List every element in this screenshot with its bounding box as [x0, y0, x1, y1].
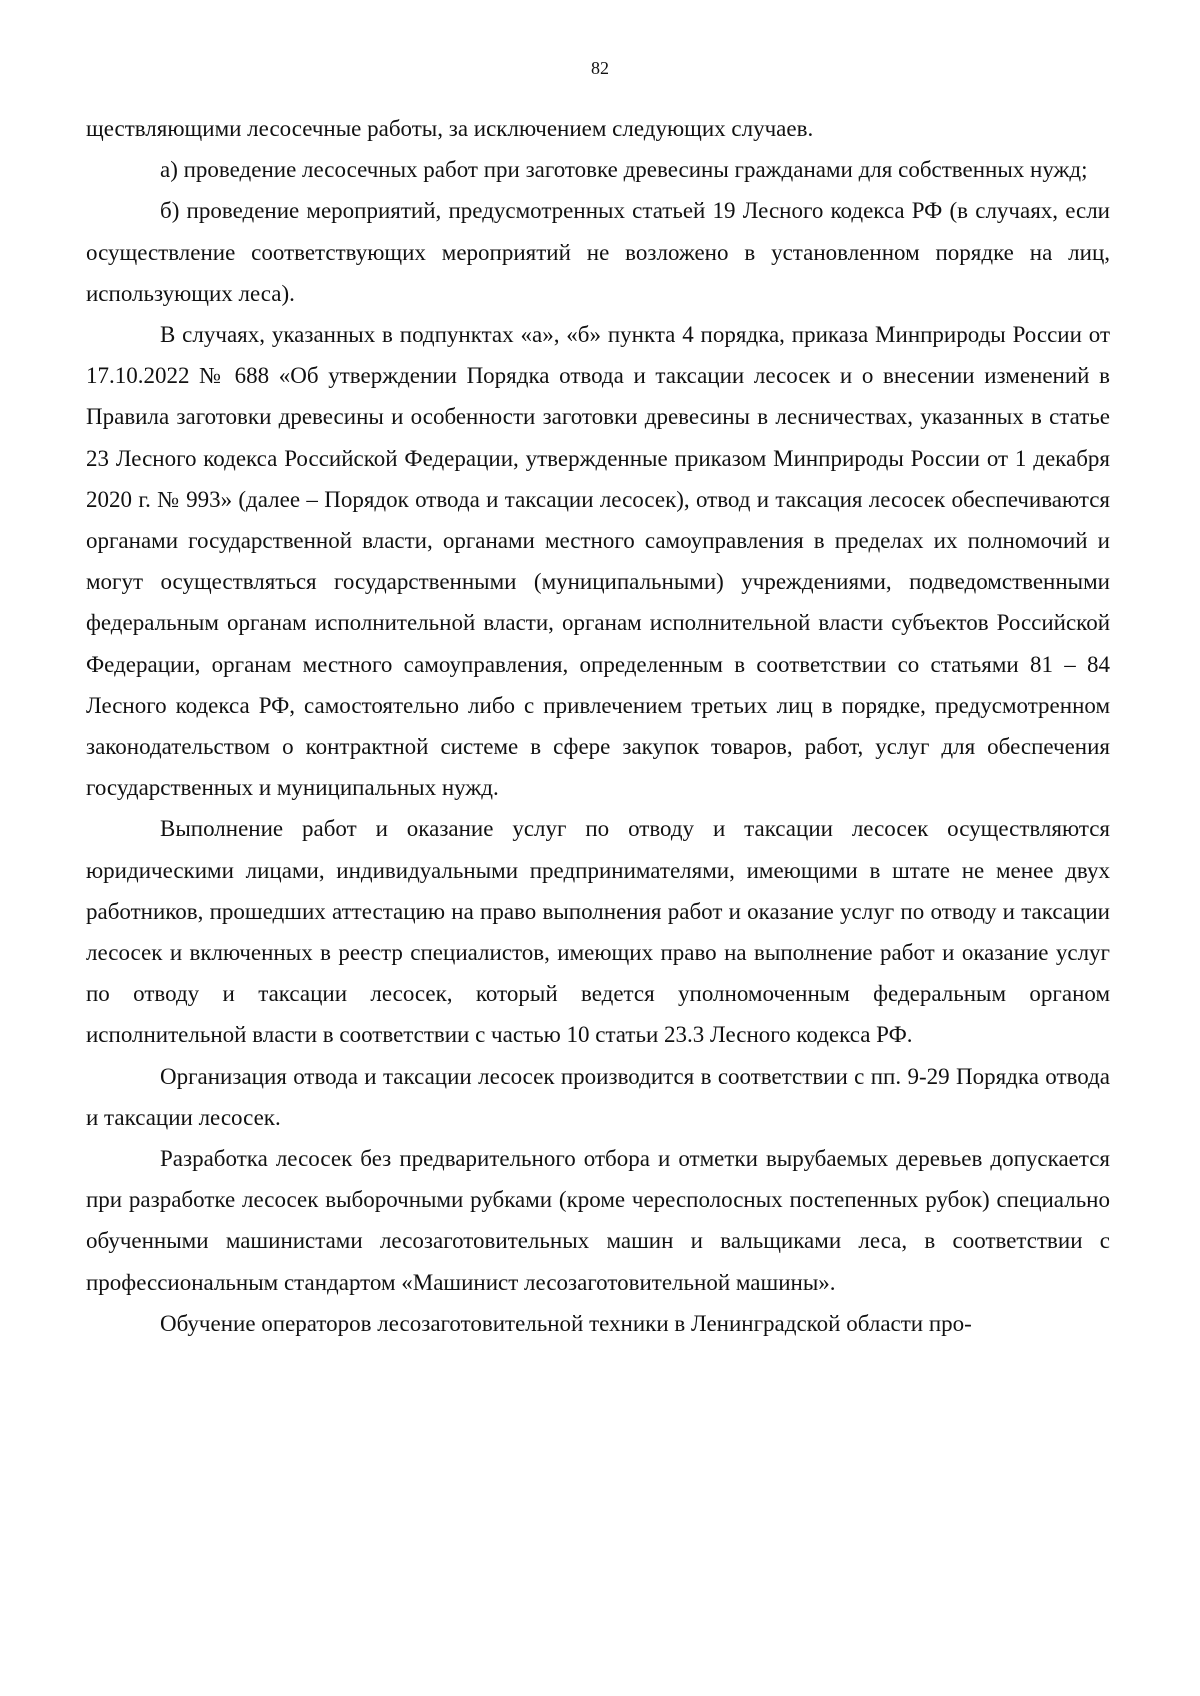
paragraph-item-b: б) проведение мероприятий, предусмотренных статьей 19 Лесного кодекса РФ (в случаях, если осуществление соответствующих мероприятий не возложено в установленном порядке на лиц, использующих леса). — [86, 198, 1110, 306]
paragraph-training: Обучение операторов лесозаготовительной техники в Ленинградской области про- — [160, 1310, 972, 1336]
paragraph-item-a: а) проведение лесосечных работ при заготовке древесины гражданами для собственных нужд; — [160, 157, 1088, 183]
paragraph-works-execution: Выполнение работ и оказание услуг по отводу и таксации лесосек осуществляются юридическими лицами, индивидуальными предпринимателями, имеющими в штате не менее двух работников, прошедших аттестацию на право выполнения работ и оказание услуг по отводу и таксации лесосек и включенных в реестр специалистов, имеющих право на выполнение работ и оказание услуг по отводу и таксации лесосек, который ведется уполномоченным федеральным органом исполнительной власти в соответствии с частью 10 статьи 23.3 Лесного кодекса РФ. — [86, 816, 1110, 1048]
paragraph-organization: Организация отвода и таксации лесосек производится в соответствии с пп. 9-29 Порядка отвода и таксации лесосек. — [86, 1063, 1110, 1130]
page-number: 82 — [591, 58, 609, 78]
paragraph-development: Разработка лесосек без предварительного отбора и отметки вырубаемых деревьев допускается при разработке лесосек выборочными рубками (кроме чересполосных постепенных рубок) специально обученными машинистами лесозаготовительных машин и вальщиками леса, в соответствии с профессиональным стандартом «Машинист лесозаготовительной машины». — [86, 1146, 1110, 1295]
document-body — [86, 108, 1110, 1344]
paragraph-cases: В случаях, указанных в подпунктах «а», «б» пункта 4 порядка, приказа Минприроды России от 17.10.2022 № 688 «Об утверждении Порядка отвода и таксации лесосек и о внесении изменений в Правила заготовки древесины и особенности заготовки древесины в лесничествах, указанных в статье 23 Лесного кодекса Российской Федерации, утвержденные приказом Минприроды России от 1 декабря 2020 г. № 993» (далее – Порядок отвода и таксации лесосек), отвод и таксация лесосек обеспечиваются органами государственной власти, органами местного самоуправления в пределах их полномочий и могут осуществляться государственными (муниципальными) учреждениями, подведомственными федеральным органам исполнительной власти, органам исполнительной власти субъектов Российской Федерации, органам местного самоуправления, определенным в соответствии со статьями 81 – 84 Лесного кодекса РФ, самостоятельно либо с привлечением третьих лиц в порядке, предусмотренном законодательством о контрактной системе в сфере закупок товаров, работ, услуг для обеспечения государственных и муниципальных нужд. — [86, 322, 1110, 801]
paragraph-continuation: ществляющими лесосечные работы, за исключением следующих случаев. — [86, 116, 814, 141]
